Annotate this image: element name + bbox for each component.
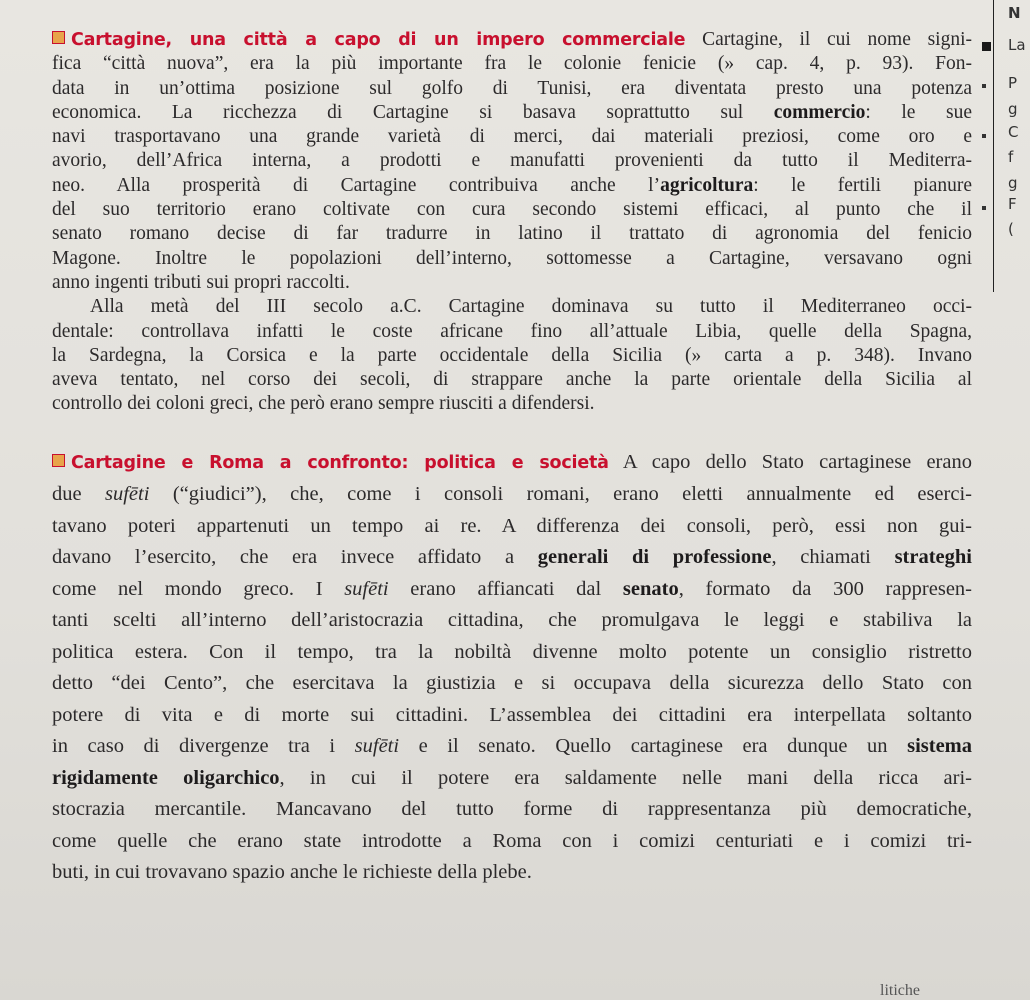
section1-line: anno ingenti tributi sui propri raccolti. [52, 271, 350, 293]
sidebar-item: C [1008, 123, 1019, 141]
keyword-strateghi: strateghi [894, 546, 972, 569]
section1-line: data in un’ottima posizione sul golfo di Tunisi, era diventata presto una potenza [52, 77, 972, 99]
next-section-fragment: litiche [880, 982, 920, 999]
keyword-sufeti: sufēti [105, 483, 150, 506]
section1-para2-line: controllo dei coloni greci, che però erano sempre riusciti a difendersi. [52, 393, 595, 415]
section1-para2-line: dentale: controllava infatti le coste africane fino all’attuale Libia, quelle della Spagna, [52, 320, 972, 342]
section2-line: in caso di divergenze tra i sufēti e il senato. Quello cartaginese era dunque un sistema [52, 735, 972, 758]
section1-line: del suo territorio erano coltivate con cura secondo sistemi efficaci, al punto che il [52, 199, 972, 221]
section1-para2-line: aveva tentato, nel corso dei secoli, di strappare anche la parte orientale della Sicilia al [52, 369, 972, 391]
bullet-icon [982, 206, 986, 210]
sidebar-item: F [1008, 195, 1017, 213]
section1-line: Magone. Inoltre le popolazioni dell’interno, sottomesse a Cartagine, versavano ogni [52, 247, 972, 269]
sidebar-fragment [993, 0, 1030, 292]
square-bullet-icon [52, 31, 65, 44]
section2-line: buti, in cui trovavano spazio anche le richieste della plebe. [52, 861, 532, 884]
section1-para2-line: Alla metà del III secolo a.C. Cartagine dominava su tutto il Mediterraneo occi- [90, 296, 972, 318]
section1-line-1: Cartagine, una città a capo di un impero commerciale Cartagine, il cui nome signi- [52, 28, 972, 52]
keyword-senato: senato [622, 577, 679, 600]
section2-line: come quelle che erano state introdotte a Roma con i comizi centuriati e i comizi tri- [52, 829, 972, 852]
sidebar-item: g [1008, 174, 1018, 192]
sidebar-item: f [1008, 148, 1014, 166]
bullet-icon [982, 134, 986, 138]
section1-heading: Cartagine, una città a capo di un impero commerciale [52, 30, 685, 50]
section2-line: potere di vita e di morte sui cittadini. L’assemblea dei cittadini era interpellata soltanto [52, 703, 972, 726]
keyword-sufeti: sufēti [354, 735, 400, 758]
section2-line-1: Cartagine e Roma a confronto: politica e società A capo dello Stato cartaginese erano [52, 447, 972, 480]
section2-line: tavano poteri appartenuti un tempo ai re. A differenza dei consoli, però, essi non gui- [52, 514, 972, 537]
keyword-agricoltura: agricoltura [660, 174, 754, 196]
section1-line: senato romano decise di far tradurre in latino il trattato di agronomia del fenicio [52, 223, 972, 245]
sidebar-item: N [1008, 4, 1021, 22]
section2-line: stocrazia mercantile. Mancavano del tutto forme di rappresentanza più democratiche, [52, 798, 972, 821]
section1-line: fica “città nuova”, era la più importante fra le colonie fenicie (» cap. 4, p. 93). Fon- [52, 53, 972, 75]
section2 [52, 447, 972, 889]
section2-line: tanti scelti all’interno dell’aristocrazia cittadina, che promulgava le leggi e stabiliva la [52, 609, 972, 632]
keyword-commercio: commercio [773, 101, 866, 123]
sidebar-item: g [1008, 100, 1018, 118]
square-bullet-icon [52, 454, 65, 467]
section1-para2-line: la Sardegna, la Corsica e la parte occidentale della Sicilia (» carta a p. 348). Invano [52, 344, 972, 366]
keyword-sufeti: sufēti [344, 577, 389, 600]
section2-line: come nel mondo greco. I sufēti erano affiancati dal senato, formato da 300 rappresen- [52, 577, 972, 600]
section1-line: neo. Alla prosperità di Cartagine contribuiva anche l’agricoltura: le fertili pianure [52, 174, 973, 196]
sidebar-item: La [1008, 36, 1026, 54]
section1-line: economica. La ricchezza di Cartagine si basava soprattutto sul commercio: le sue [52, 101, 973, 123]
keyword-oligarchico: rigidamente oligarchico [52, 766, 280, 789]
section2-line: rigidamente oligarchico, in cui il potere era saldamente nelle mani della ricca ari- [52, 766, 972, 789]
section2-line: politica estera. Con il tempo, tra la nobiltà divenne molto potente un consiglio ristretto [52, 640, 972, 663]
section1-line: navi trasportavano una grande varietà di merci, dai materiali preziosi, come oro e [52, 126, 972, 148]
section2-line: due sufēti (“giudici”), che, come i consoli romani, erano eletti annualmente ed eserci- [52, 483, 972, 506]
section2-heading: Cartagine e Roma a confronto: politica e società [52, 453, 609, 473]
section1-line: avorio, dell’Africa interna, a prodotti e manufatti provenienti da tutto il Mediterra- [52, 150, 972, 172]
keyword-sistema: sistema [907, 735, 972, 758]
bullet-icon [982, 84, 986, 88]
sidebar-item: ( [1008, 220, 1014, 238]
square-bullet-icon [982, 42, 991, 51]
section2-line: detto “dei Cento”, che esercitava la giustizia e si occupava della sicurezza dello Stato con [52, 672, 972, 695]
main-column [52, 28, 972, 889]
keyword-generali: generali di professione [537, 546, 772, 569]
section2-line: davano l’esercito, che era invece affidato a generali di professione, chiamati strateghi [52, 546, 972, 569]
sidebar-item: P [1008, 74, 1018, 92]
